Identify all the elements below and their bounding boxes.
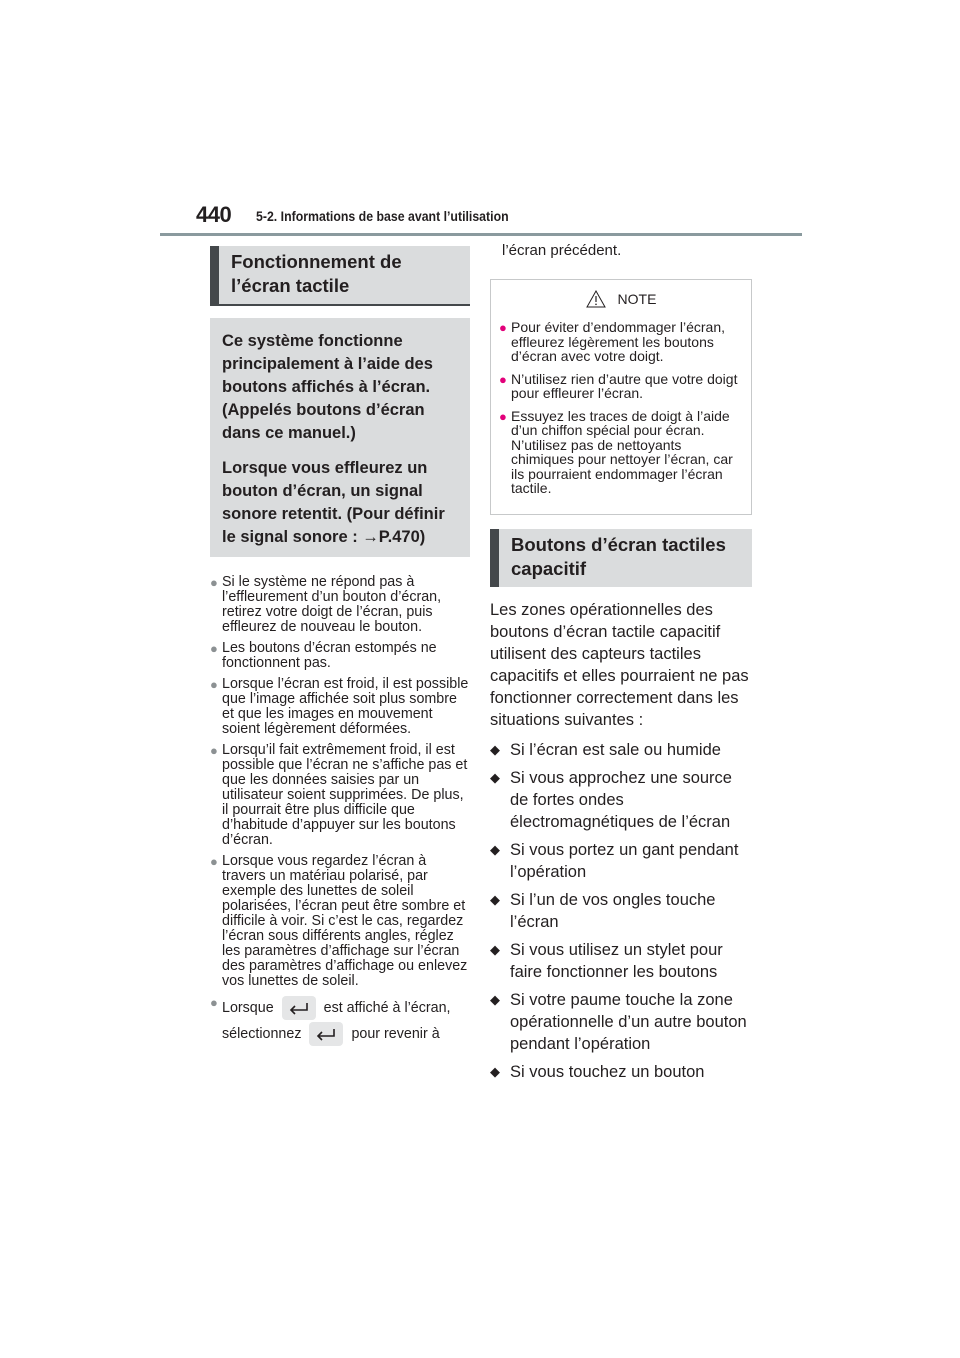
info-bullet-list xyxy=(210,575,470,1047)
intro-paragraph-2: Lorsque vous effleurez un bouton d’écran, un signal sonore retentit. (Pour définir le signal sonore : →P.470) xyxy=(222,459,445,546)
list-item-text xyxy=(222,995,470,1047)
list-item xyxy=(210,677,470,737)
note-label: NOTE xyxy=(617,291,657,307)
note-item-text: Pour éviter d’endommager l’écran, effleurez légèrement les boutons d’écran avec votre doigt. xyxy=(511,319,725,364)
page-number: 440 xyxy=(196,202,232,227)
body-paragraph: Les zones opérationnelles des boutons d’écran tactile capacitif utilisent des capteurs tactiles capacitifs et elles pourraient ne pas fonctionner correctement dans les situations suivantes : xyxy=(490,600,749,729)
note-item-text: N’utilisez rien d’autre que votre doigt pour effleurer l’écran. xyxy=(511,370,738,401)
bullet-icon: ● xyxy=(499,371,507,387)
diamond-bullet-icon: ◆ xyxy=(490,741,500,757)
list-item xyxy=(490,989,752,1055)
page-header xyxy=(196,202,802,236)
left-title-line-1: Fonctionnement de xyxy=(231,251,402,272)
left-title-line-2: l’écran tactile xyxy=(231,275,350,296)
right-column xyxy=(490,242,752,1089)
intro-box xyxy=(210,318,470,557)
diamond-bullet-icon: ◆ xyxy=(490,991,500,1007)
list-item-text: Lorsque vous regardez l’écran à travers un matériau polarisé, par exemple des lunettes de soleil polarisées, l’écran peut être sombre et difficile à voir. Si c’est le cas, regardez l’écran sous différents angles, réglez les paramètres d’affichage sur l’écran des paramètres d’affichage ou enlevez vos lunettes de soleil. xyxy=(222,853,468,989)
back-instruction-part-3: pour revenir à xyxy=(351,1026,440,1042)
bullet-icon: ● xyxy=(210,743,218,758)
right-title-line-1: Boutons d’écran tactiles xyxy=(511,533,726,555)
bullet-icon: ● xyxy=(210,854,218,869)
intro-paragraph-1: Ce système fonctionne principalement à l’aide des boutons affichés à l’écran. (Appelés boutons d’écran dans ce manuel.) xyxy=(222,332,433,442)
left-section-title-box xyxy=(210,246,470,304)
list-item-text: Si le système ne répond pas à l’effleurement d’un bouton d’écran, retirez votre doigt de l’écran, puis effleurez de nouveau le bouton. xyxy=(222,574,442,635)
list-item xyxy=(210,995,470,1047)
list-item-text: Si vous touchez un bouton xyxy=(510,1062,705,1081)
list-item-text: Si l’un de vos ongles touche l’écran xyxy=(510,890,716,931)
list-item xyxy=(490,939,752,983)
right-title-line-2: capacitif xyxy=(511,557,587,579)
list-item-text: Si votre paume touche la zone opérationnelle d’un autre bouton pendant l’opération xyxy=(510,990,747,1053)
list-item-text: Si vous portez un gant pendant l’opération xyxy=(510,840,739,881)
note-box xyxy=(490,279,752,515)
list-item xyxy=(490,1061,752,1083)
right-section-title-box xyxy=(490,529,752,587)
section-title: 5-2. Informations de base avant l’utilisation xyxy=(256,208,509,224)
list-item xyxy=(490,739,752,761)
list-item-text: Si vous approchez une source de fortes ondes électromagnétiques de l’écran xyxy=(510,768,732,831)
list-item xyxy=(210,743,470,848)
bullet-icon: ● xyxy=(499,408,507,424)
list-item-text: Si vous utilisez un stylet pour faire fonctionner les boutons xyxy=(510,940,723,981)
list-item-text: Lorsqu’il fait extrêmement froid, il est possible que l’écran ne s’affiche pas et que les données saisies par un utilisateur soient supprimées. De plus, il pourrait être plus difficile que d’habitude d’appuyer sur les boutons d’écran. xyxy=(222,742,468,848)
list-item xyxy=(210,575,470,635)
diamond-bullet-icon: ◆ xyxy=(490,841,500,857)
header-rule xyxy=(160,233,802,236)
bullet-icon: ● xyxy=(210,995,218,1010)
list-item xyxy=(490,839,752,883)
list-item-text: Si l’écran est sale ou humide xyxy=(510,740,721,759)
list-item xyxy=(490,767,752,833)
bullet-icon: ● xyxy=(210,575,218,590)
diamond-bullet-icon: ◆ xyxy=(490,1063,500,1079)
condition-list xyxy=(490,739,752,1083)
continuation-text: l’écran précédent. xyxy=(502,242,622,259)
list-item-text: Les boutons d’écran estompés ne fonctionnent pas. xyxy=(222,640,437,671)
list-item xyxy=(490,889,752,933)
note-header xyxy=(499,286,743,312)
left-column xyxy=(210,246,470,1053)
back-instruction-part-2: est affiché à l’écran, sélectionnez xyxy=(222,1000,451,1042)
diamond-bullet-icon: ◆ xyxy=(490,941,500,957)
list-item xyxy=(210,641,470,671)
back-arrow-icon xyxy=(282,996,316,1020)
note-item xyxy=(499,320,743,364)
note-item xyxy=(499,372,743,401)
back-instruction-part-1: Lorsque xyxy=(222,1000,274,1016)
note-item xyxy=(499,409,743,496)
diamond-bullet-icon: ◆ xyxy=(490,769,500,785)
bullet-icon: ● xyxy=(210,641,218,656)
bullet-icon: ● xyxy=(210,677,218,692)
list-item xyxy=(210,854,470,989)
note-item-text: Essuyez les traces de doigt à l’aide d’un chiffon spécial pour écran. N’utilisez pas de nettoyants chimiques pour nettoyer l’écran, car ils pourraient endommager l’écran tactile. xyxy=(511,407,733,496)
title-rule xyxy=(210,304,470,306)
back-arrow-icon xyxy=(309,1022,343,1046)
warning-triangle-icon xyxy=(586,290,606,308)
diamond-bullet-icon: ◆ xyxy=(490,891,500,907)
bullet-icon: ● xyxy=(499,320,507,335)
list-item-text: Lorsque l’écran est froid, il est possible que l’image affichée soit plus sombre et que les images en mouvement soient légèrement déformées. xyxy=(222,676,469,737)
